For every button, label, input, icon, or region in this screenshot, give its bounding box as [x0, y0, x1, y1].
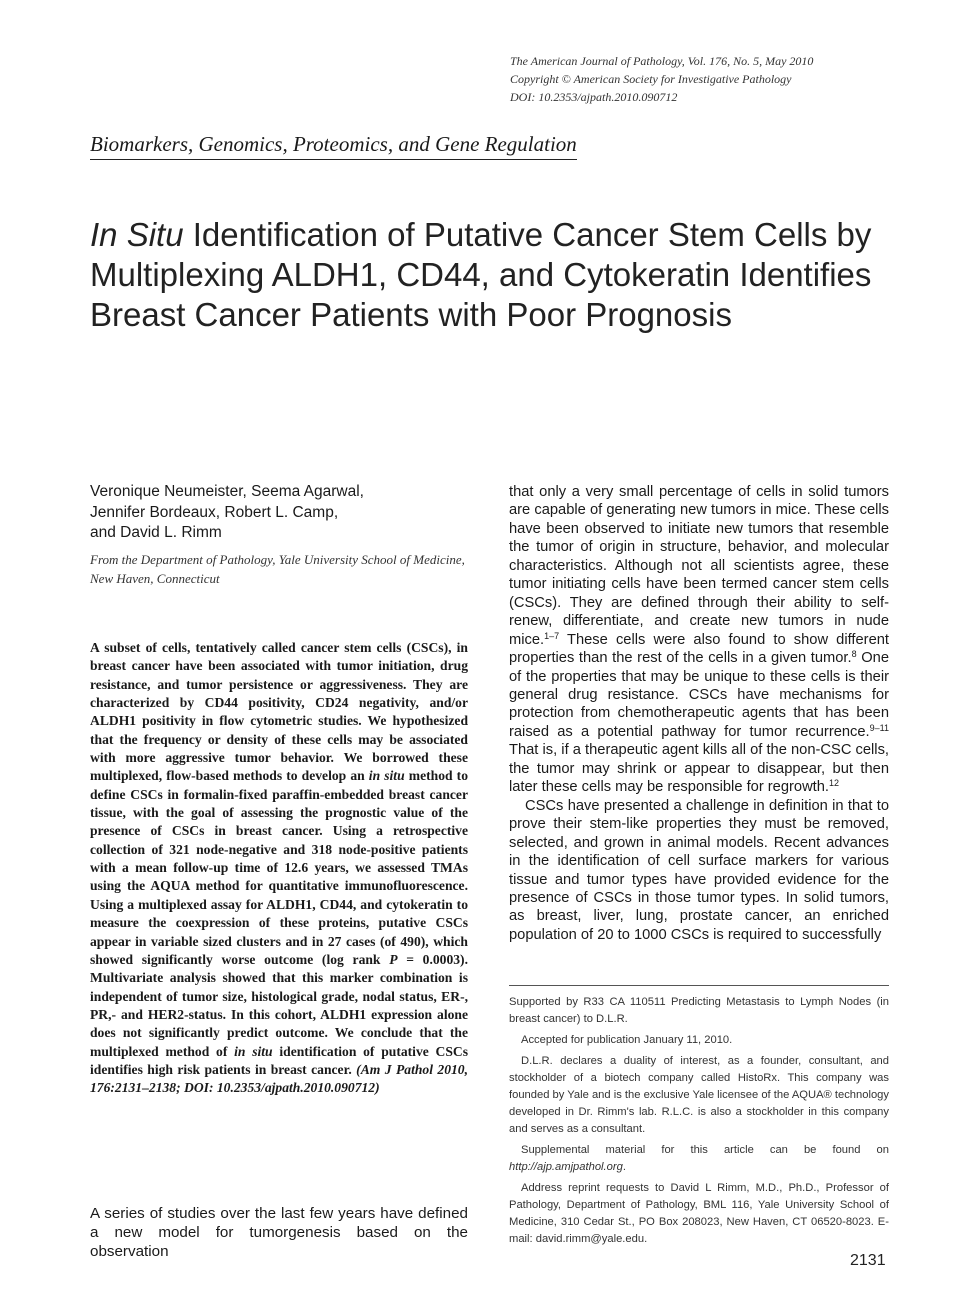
footnotes — [509, 994, 889, 1252]
reference-marker: 9–11 — [869, 722, 889, 733]
reprint-note: Address reprint requests to David L Rimm, M.D., Ph.D., Professor of Pathology, Department of Pathology, BML 116, Yale University School of Medicine, 310 Cedar St., PO Box 208023, New Haven, CT 06520-8023. E-mail: david.rimm@yale.edu. — [509, 1182, 889, 1245]
funding-note: Supported by R33 CA 110511 Predicting Metastasis to Lymph Nodes (in breast cancer) to D.L.R. — [509, 996, 889, 1025]
reference-marker: 12 — [829, 778, 840, 789]
disclosure-note: D.L.R. declares a duality of interest, as a founder, consultant, and stockholder of a biotech company called HistoRx. This company was founded by Yale and is the exclusive Yale licensee of the AQUA® technology developed in Dr. Rimm's lab. R.L.C. is also a stockholder in this company and serves as a consultant. — [509, 1055, 889, 1135]
supplemental-link[interactable]: http://ajp.amjpathol.org — [509, 1161, 623, 1173]
title-italic-part: In Situ — [90, 216, 184, 253]
abstract-italic: in situ — [368, 768, 405, 784]
abstract-text: identification of putative CSCs identifies high risk patients in breast cancer. — [90, 1043, 469, 1077]
reference-marker: 8 — [851, 649, 857, 660]
body-text: That is, if a therapeutic agent kills all of the non-CSC cells, the tumor may shrink or appear to disappear, but then later these cells may be responsible for regrowth. — [509, 742, 889, 796]
article-title — [90, 215, 890, 335]
body-text-column — [509, 483, 889, 944]
journal-doi: DOI: 10.2353/ajpath.2010.090712 — [510, 90, 678, 104]
body-text: that only a very small percentage of cells in solid tumors are capable of generating new tumors in mice. These cells have been observed to initiate new tumors that resemble the tumor of origin in structure, behavior, and molecular characteristics. Although not all scientists agree, these tumor initiating cells have been termed cancer stem cells (CSCs). They are defined through their ability to self-renew, differentiate, and create new tumors in nude mice. — [509, 484, 889, 648]
abstract-text: = 0.0003). Multivariate analysis showed that this marker combination is independent of tumor size, histological grade, nodal status, ER-, PR,- and HER2-status. In this cohort, ALDH1 expression alone does not significantly predict outcome. We conclude that the multiplexed method of — [90, 951, 468, 1059]
page-number: 2131 — [850, 1252, 886, 1269]
abstract — [90, 639, 468, 1098]
supplemental-text: . — [622, 1161, 626, 1173]
title-rest: Identification of Putative Cancer Stem Cells by Multiplexing ALDH1, CD44, and Cytokeratin Identifies Breast Cancer Patients with Poor Prognosis — [90, 216, 872, 333]
journal-citation: The American Journal of Pathology, Vol. 176, No. 5, May 2010 — [510, 54, 814, 68]
accepted-note: Accepted for publication January 11, 2010. — [521, 1034, 733, 1046]
section-heading: Biomarkers, Genomics, Proteomics, and Gene Regulation — [90, 131, 577, 160]
supplemental-text: Supplemental material for this article can be found on — [521, 1144, 889, 1156]
author-block — [90, 482, 470, 588]
abstract-text: method to define CSCs in formalin-fixed paraffin-embedded breast cancer tissue, with the goal of assessing the prognostic value of the presence of CSCs in breast cancer. Using a retrospective collection of 321 node-negative and 318 node-positive patients with a mean follow-up time of 12.6 years, we assessed TMAs using the AQUA method for quantitative immunofluorescence. Using a multiplexed assay for ALDH1, CD44, and cytokeratin to measure the coexpression of these proteins, putative CSCs appear in variable sized clusters and in 27 cases (of 490), which showed significantly worse outcome (log rank — [90, 768, 468, 967]
affiliation: From the Department of Pathology, Yale University School of Medicine, New Haven, Connecticut — [90, 551, 465, 586]
author-line: Veronique Neumeister, Seema Agarwal, — [90, 483, 364, 500]
author-list — [90, 482, 470, 544]
body-text: These cells were also found to show different properties than the rest of the cells in a given tumor. — [509, 631, 889, 667]
body-paragraph — [509, 483, 889, 797]
abstract-italic: P — [389, 951, 398, 967]
supplemental-note — [509, 1142, 889, 1176]
abstract-citation: (Am J Pathol 2010, 176:2131–2138; DOI: 10.2353/ajpath.2010.090712) — [90, 1061, 468, 1096]
reference-marker: 1–7 — [544, 630, 560, 641]
journal-copyright: Copyright © American Society for Investigative Pathology — [510, 72, 792, 86]
journal-header — [510, 52, 930, 106]
intro-paragraph-start: A series of studies over the last few years have defined a new model for tumorgenesis based on the observation — [90, 1205, 468, 1260]
abstract-italic: in situ — [234, 1043, 273, 1059]
body-text: One of the properties that may be unique to these cells is their general drug resistance. CSCs have mechanisms for protection from chemotherapeutic agents that has been raised as a potential pathway for tumor recurrence. — [509, 650, 889, 740]
author-line: Jennifer Bordeaux, Robert L. Camp, — [90, 503, 339, 521]
author-line: and David L. Rimm — [90, 524, 222, 541]
body-paragraph: CSCs have presented a challenge in definition in that to prove their stem-like properties they must be removed, selected, and grown in animal models. Recent advances in the identification of cell surface markers for various tissue and tumor types have provided evidence for the presence of CSCs in those tumor types. In solid tumors, as breast, liver, lung, prostate cancer, an enriched population of 20 to 1000 CSCs is required to successfully — [509, 797, 889, 943]
footnote-divider — [509, 985, 889, 986]
abstract-text: A subset of cells, tentatively called cancer stem cells (CSCs), in breast cancer have been associated with tumor initiation, drug resistance, and tumor persistence or aggressiveness. They are characterized by CD44 positivity, CD24 negativity, and/or ALDH1 positivity in flow cytometric studies. We hypothesized that the frequency or density of these cells may be associated with more aggressive tumor behavior. We borrowed these multiplexed, flow-based methods to develop an — [90, 640, 468, 784]
